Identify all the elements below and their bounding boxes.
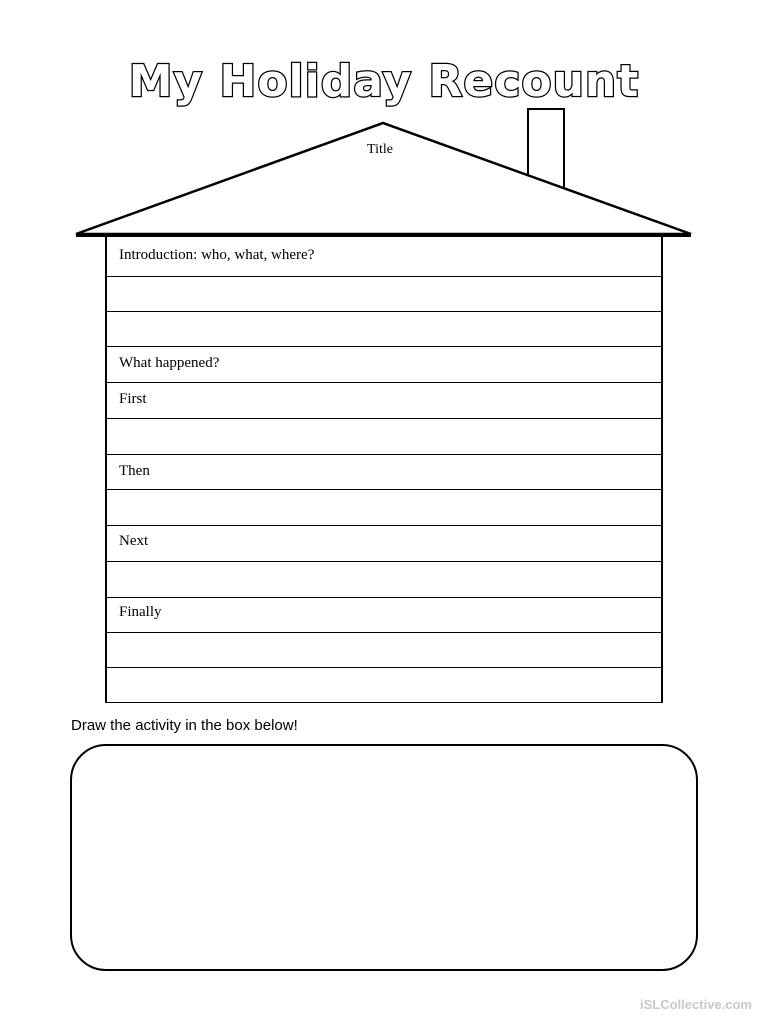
row-label: Next (119, 533, 149, 549)
writing-row-next[interactable] (107, 526, 661, 562)
house-body (105, 237, 663, 703)
writing-row-introduction[interactable] (107, 237, 661, 277)
writing-row[interactable] (107, 490, 661, 526)
drawing-instruction: Draw the activity in the box below! (71, 717, 298, 734)
row-label: Then (119, 463, 150, 479)
row-label: Introduction: who, what, where? (119, 247, 315, 263)
drawing-box[interactable] (70, 744, 698, 971)
row-label: Finally (119, 604, 162, 620)
row-label: First (119, 391, 147, 407)
writing-row-finally[interactable] (107, 598, 661, 633)
writing-row[interactable] (107, 419, 661, 455)
roof-outline (76, 123, 691, 234)
page-title: My Holiday Recount (128, 56, 640, 107)
writing-row-first[interactable] (107, 383, 661, 419)
writing-row[interactable] (107, 562, 661, 598)
writing-row-what-happened[interactable] (107, 347, 661, 383)
watermark: iSLCollective.com (640, 997, 752, 1012)
writing-row[interactable] (107, 668, 661, 703)
house-roof (0, 0, 768, 250)
writing-row-then[interactable] (107, 455, 661, 490)
row-label: What happened? (119, 355, 220, 371)
writing-row[interactable] (107, 277, 661, 312)
roof-title-label: Title (367, 142, 393, 157)
writing-row[interactable] (107, 633, 661, 668)
writing-row[interactable] (107, 312, 661, 347)
